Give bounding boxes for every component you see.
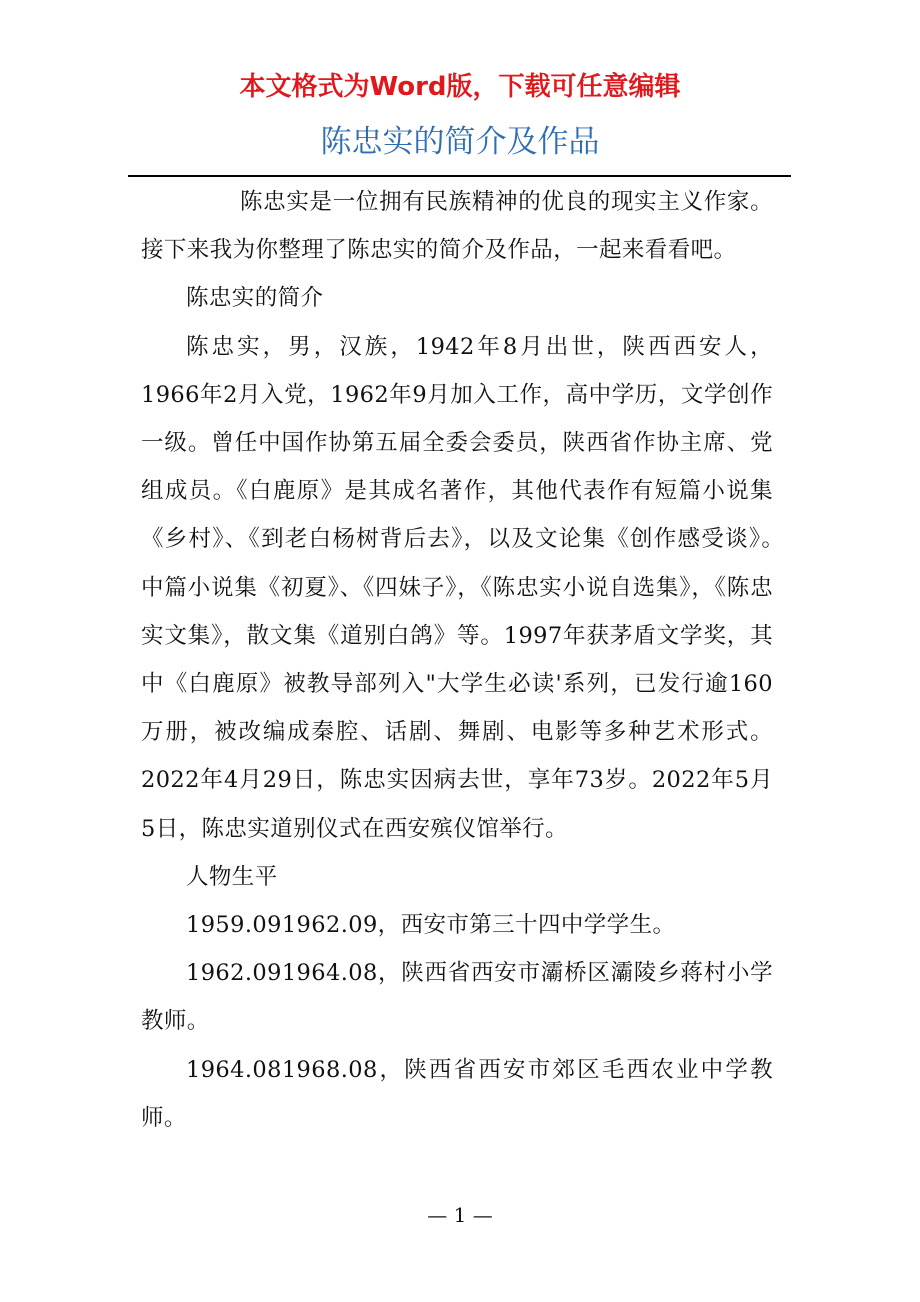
life-entry-1964: 1964.081968.08，陕西省西安市郊区毛西农业中学教师。 [141, 1056, 773, 1131]
section-heading-biography: 陈忠实的简介 [186, 285, 324, 312]
document-body [141, 178, 796, 1142]
section-heading-life: 人物生平 [186, 863, 278, 890]
page-number: — 1 — [427, 1203, 493, 1227]
biography-paragraph: 陈忠实，男，汉族，1942年8月出世，陕西西安人，1966年2月入党，1962年9月加入工作，高中学历，文学创作一级。曾任中国作协第五届全委会委员，陕西省作协主席、党组成员。《白鹿原》是其成名著作，其他代表作有短篇小说集《乡村》、《到老白杨树背后去》，以及文论集《创作感受谈》。 中篇小说集《初夏》、《四妹子》，《陈忠实小说自选集》，《陈忠实文集》，散文集《道别白鸽》等。1997年获茅盾文学奖，其中《白鹿原》被教导部列入"大学生必读'系列，已发行逾160万册，被改编成秦腔、话剧、舞剧、电影等多种艺术形式。2022年4月29日，陈忠实因病去世，享年73岁。2022年5月5日，陈忠实道别仪式在西安殡仪馆举行。 [141, 333, 796, 842]
life-entry-1959: 1959.091962.09，西安市第三十四中学学生。 [186, 912, 676, 939]
life-entry-1962: 1962.091964.08，陕西省西安市灞桥区灞陵乡蒋村小学教师。 [141, 960, 773, 1035]
title-divider [128, 175, 791, 177]
intro-paragraph: 陈忠实是一位拥有民族精神的优良的现实主义作家。接下来我为你整理了陈忠实的简介及作品，一起来看看吧。 [141, 189, 773, 264]
download-banner: 本文格式为Word版，下载可任意编辑 [239, 72, 681, 102]
document-title: 陈忠实的简介及作品 [320, 124, 600, 160]
